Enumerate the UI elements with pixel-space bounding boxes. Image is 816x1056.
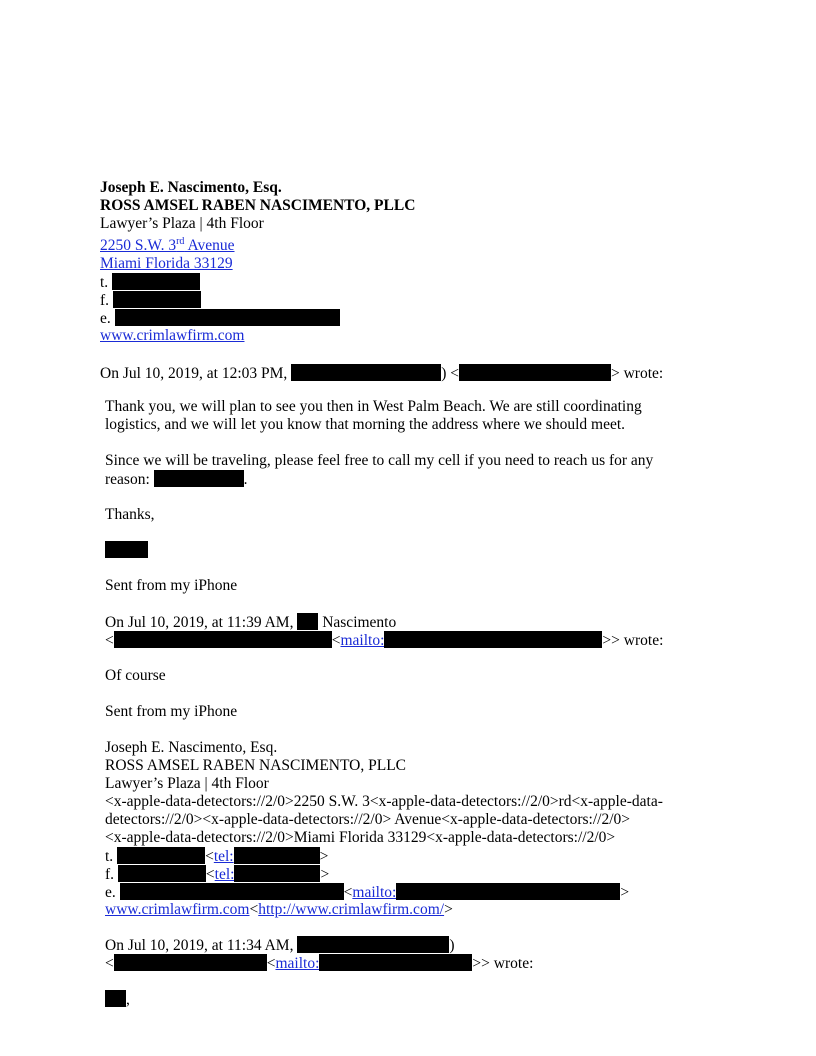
signature-name: Joseph E. Nascimento, Esq.	[100, 179, 282, 196]
signature-2-office: Lawyer’s Plaza | 4th Floor	[105, 775, 269, 792]
redaction-block	[112, 273, 200, 290]
redaction-block	[113, 291, 201, 308]
message-2-sent-from: Sent from my iPhone	[105, 703, 238, 720]
mailto-link[interactable]: mailto:	[340, 632, 385, 649]
redaction-block	[297, 936, 449, 953]
signature-2-website-line: www.crimlawfirm.com<http://www.crimlawfirm.com/>	[105, 901, 453, 918]
message-1-sent-from: Sent from my iPhone	[105, 577, 238, 594]
message-2-text: Of course	[105, 667, 166, 684]
signature-2-fax-line: f. <tel: >	[105, 866, 330, 883]
redaction-block	[396, 883, 620, 900]
redaction-block	[234, 847, 320, 864]
redaction-block	[118, 865, 206, 882]
signature-firm: ROSS AMSEL RABEN NASCIMENTO, PLLC	[100, 197, 416, 214]
message-1-paragraph-1-line-2: logistics, and we will let you know that morning the address where we should meet.	[105, 416, 626, 433]
message-1-thanks: Thanks,	[105, 506, 155, 523]
reply-header-3-line-1: On Jul 10, 2019, at 11:34 AM, )	[105, 937, 455, 954]
redaction-block	[154, 470, 244, 487]
reply-header-2-line-1: On Jul 10, 2019, at 11:39 AM, Nascimento	[105, 614, 397, 631]
redaction-block	[120, 883, 344, 900]
message-1-paragraph-1-line-1: Thank you, we will plan to see you then in West Palm Beach. We are still coordinating	[105, 398, 642, 415]
signature-2-firm: ROSS AMSEL RABEN NASCIMENTO, PLLC	[105, 757, 407, 774]
mailto-link[interactable]: mailto:	[352, 884, 397, 901]
reply-header-2-line-2: < <mailto: >> wrote:	[105, 632, 664, 649]
message-1-paragraph-2-line-2: reason: .	[105, 471, 248, 488]
redaction-block	[105, 990, 126, 1007]
redaction-block	[234, 865, 320, 882]
signature-2-address-line-2: detectors://2/0><x-apple-data-detectors://2/0> Avenue<x-apple-data-detectors://2/0>	[105, 811, 631, 828]
tel-link[interactable]: tel:	[213, 848, 234, 865]
redaction-block	[115, 309, 340, 326]
website-full-link[interactable]: http://www.crimlawfirm.com/	[258, 901, 445, 918]
reply-header-3-line-2: < <mailto: >> wrote:	[105, 955, 534, 972]
signature-2-phone-line: t. <tel: >	[105, 848, 329, 865]
redaction-block	[114, 631, 332, 648]
mailto-link[interactable]: mailto:	[275, 955, 320, 972]
signature-2-address-line-1: <x-apple-data-detectors://2/0>2250 S.W. 3<x-apple-data-detectors://2/0>rd<x-apple-data-	[105, 793, 663, 810]
signature-2-email-line: e. <mailto: >	[105, 884, 630, 901]
reply-header-1: On Jul 10, 2019, at 12:03 PM, ) < > wrote:	[100, 365, 664, 382]
signature-email-line: e.	[100, 309, 340, 328]
redaction-block	[117, 847, 205, 864]
signature-phone-line: t.	[100, 273, 200, 292]
redaction-block	[297, 613, 318, 630]
signature-city-link[interactable]: Miami Florida 33129	[100, 255, 233, 272]
message-1-paragraph-2-line-1: Since we will be traveling, please feel free to call my cell if you need to reach us for any	[105, 452, 654, 469]
tel-link[interactable]: tel:	[214, 866, 235, 883]
redaction-block	[291, 364, 441, 381]
signature-2-name: Joseph E. Nascimento, Esq.	[105, 739, 278, 756]
greeting-line: ,	[105, 990, 130, 1009]
signature-street-link[interactable]: 2250 S.W. 3rd Avenue	[100, 236, 235, 254]
redaction-block	[384, 631, 602, 648]
signature-office: Lawyer’s Plaza | 4th Floor	[100, 215, 264, 232]
signature-fax-line: f.	[100, 291, 201, 310]
redaction-block	[319, 954, 472, 971]
message-1-signoff	[105, 541, 148, 560]
signature-website-link[interactable]: www.crimlawfirm.com	[100, 327, 245, 344]
signature-2-address-line-3: <x-apple-data-detectors://2/0>Miami Florida 33129<x-apple-data-detectors://2/0>	[105, 829, 616, 846]
website-link[interactable]: www.crimlawfirm.com	[105, 901, 250, 918]
redaction-block	[459, 364, 611, 381]
redaction-block	[105, 541, 148, 558]
redaction-block	[114, 954, 267, 971]
